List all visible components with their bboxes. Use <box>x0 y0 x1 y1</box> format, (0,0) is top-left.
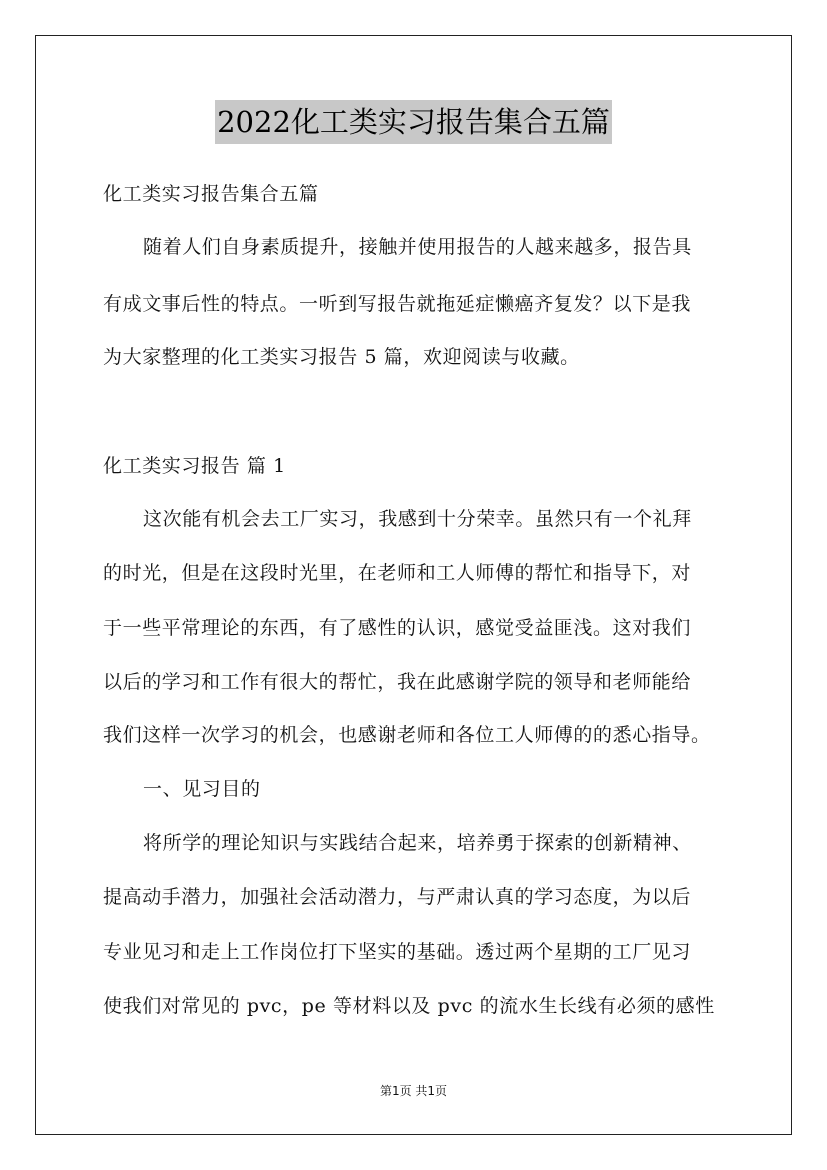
paragraph-1-line-1: 这次能有机会去工厂实习，我感到十分荣幸。虽然只有一个礼拜 <box>143 508 692 530</box>
section-heading: 化工类实习报告 篇 1 <box>103 455 286 477</box>
paragraph-1-line-2: 的时光，但是在这段时光里，在老师和工人师傅的帮忙和指导下，对 <box>103 562 692 584</box>
document-subtitle: 化工类实习报告集合五篇 <box>103 183 319 205</box>
paragraph-1-line-3: 于一些平常理论的东西，有了感性的认识，感觉受益匪浅。这对我们 <box>103 617 692 639</box>
intro-line-1: 随着人们自身素质提升，接触并使用报告的人越来越多，报告具 <box>143 236 692 258</box>
paragraph-2-line-4: 使我们对常见的 pvc，pe 等材料以及 pvc 的流水生长线有必须的感性 <box>103 995 715 1017</box>
title-container <box>0 100 827 144</box>
subheading: 一、见习目的 <box>143 778 261 800</box>
paragraph-1-line-5: 我们这样一次学习的机会，也感谢老师和各位工人师傅的的悉心指导。 <box>103 724 711 746</box>
page-number-footer: 第1页 共1页 <box>379 1084 448 1098</box>
intro-line-3: 为大家整理的化工类实习报告 5 篇，欢迎阅读与收藏。 <box>103 346 580 368</box>
paragraph-2-line-1: 将所学的理论知识与实践结合起来，培养勇于探索的创新精神、 <box>143 832 692 854</box>
document-title: 2022化工类实习报告集合五篇 <box>215 100 612 144</box>
paragraph-2-line-3: 专业见习和走上工作岗位打下坚实的基础。透过两个星期的工厂见习 <box>103 941 692 963</box>
paragraph-2-line-2: 提高动手潜力，加强社会活动潜力，与严肃认真的学习态度，为以后 <box>103 886 692 908</box>
intro-line-2: 有成文事后性的特点。一听到写报告就拖延症懒癌齐复发？以下是我 <box>103 293 692 315</box>
paragraph-1-line-4: 以后的学习和工作有很大的帮忙，我在此感谢学院的领导和老师能给 <box>103 671 692 693</box>
